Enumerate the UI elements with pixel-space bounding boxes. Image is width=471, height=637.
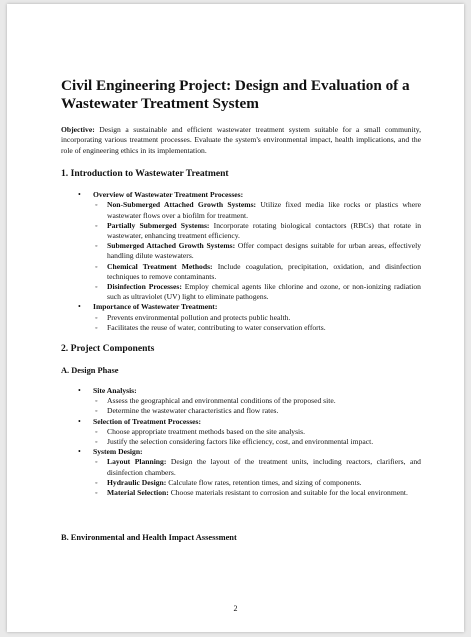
section-1-list [61,190,421,333]
objective-paragraph [61,125,421,156]
sub-item-text: Calculate flow rates, retention times, and sizing of components. [168,477,362,487]
hollow-bullet-icon: ◦ [95,313,98,322]
sub-item-label: Hydraulic Design: [107,477,167,487]
sub-list [93,396,421,416]
sub-item-label: Disinfection Processes: [107,282,182,292]
sub-item-text: Choose appropriate treatment methods based on the site analysis. [107,426,306,436]
sub-list-item [93,488,421,498]
page-content [61,77,421,553]
section-1-heading: 1. Introduction to Wastewater Treatment [61,168,229,180]
sub-list-item [93,313,421,323]
sub-list-item [93,282,421,302]
hollow-bullet-icon: ◦ [95,201,98,210]
sub-item-text: Determine the wastewater characteristics and flow rates. [107,406,279,416]
sub-list-item [93,427,421,437]
hollow-bullet-icon: ◦ [95,438,98,447]
sub-list-item [93,396,421,406]
sub-item-text: Choose materials resistant to corrosion and suitable for the local environment. [170,488,408,498]
sub-list-item [93,200,421,220]
list-item-label: Importance of Wastewater Treatment: [93,302,218,312]
sub-item-text: Assess the geographical and environmental conditions of the proposed site. [107,396,336,406]
sub-item-label: Submerged Attached Growth Systems: [107,241,236,251]
page-number: 2 [233,604,238,613]
sub-list-item [93,406,421,416]
hollow-bullet-icon: ◦ [95,283,98,292]
sub-item-text: Facilitates the reuse of water, contributing to water conservation efforts. [107,322,326,332]
list-item-label: System Design: [93,447,143,457]
sub-list-item [93,437,421,447]
sub-list [93,457,421,498]
list-item [61,447,421,498]
sub-list-item [93,457,421,477]
list-item [61,386,421,417]
list-item [61,190,421,302]
sub-list [93,200,421,302]
objective-label: Objective: [61,125,95,134]
subsection-a-heading: A. Design Phase [61,366,119,376]
sub-item-text: Utilize fixed media like rocks or plastics where wastewater flows over a biofilm for treatment. [107,200,421,220]
hollow-bullet-icon: ◦ [95,221,98,230]
list-item-label: Selection of Treatment Processes: [93,416,202,426]
sub-list-item [93,262,421,282]
list-item-label: Overview of Wastewater Treatment Processes: [93,190,244,200]
section-2-heading: 2. Project Components [61,343,155,355]
sub-list-item [93,221,421,241]
sub-item-label: Layout Planning: [107,457,167,467]
bullet-icon: • [78,302,81,312]
sub-item-text: Include coagulation, precipitation, oxidation, and disinfection techniques to remove contaminants. [107,261,422,281]
sub-item-text: Employ chemical agents like chlorine and ozone, or non-ionizing radiation such as ultraviolet (UV) light to eliminate pathogens. [107,282,421,302]
sub-item-text: Design the layout of the treatment units, including reactors, clarifiers, and disinfection chambers. [107,457,421,477]
hollow-bullet-icon: ◦ [95,262,98,271]
bullet-icon: • [78,416,81,426]
list-item [61,302,421,333]
sub-list-item [93,478,421,488]
sub-item-text: Prevents environmental pollution and protects public health. [107,312,291,322]
list-item [61,417,421,448]
hollow-bullet-icon: ◦ [95,397,98,406]
hollow-bullet-icon: ◦ [95,489,98,498]
subsection-a-list [61,386,421,498]
hollow-bullet-icon: ◦ [95,323,98,332]
list-item-label: Site Analysis: [93,386,137,396]
hollow-bullet-icon: ◦ [95,427,98,436]
sub-item-label: Chemical Treatment Methods: [107,261,213,271]
sub-list [93,313,421,333]
spacer [61,508,421,532]
sub-list [93,427,421,447]
sub-item-label: Partially Submerged Systems: [107,220,210,230]
hollow-bullet-icon: ◦ [95,407,98,416]
hollow-bullet-icon: ◦ [95,458,98,467]
subsection-b-heading: B. Environmental and Health Impact Assessment [61,533,237,543]
sub-item-label: Material Selection: [107,488,169,498]
sub-item-text: Justify the selection considering factors like efficiency, cost, and environmental impact. [107,437,374,447]
bullet-icon: • [78,386,81,396]
hollow-bullet-icon: ◦ [95,242,98,251]
sub-item-label: Non-Submerged Attached Growth Systems: [107,200,257,210]
objective-text: Design a sustainable and efficient wastewater treatment system suitable for a small community, incorporating various treatment processes. Evaluate the system's environmental impact, health implications, and the role of engineering ethics in its implementation. [61,125,421,155]
sub-item-text: Incorporate rotating biological contactors (RBCs) that rotate in wastewater, enhancing treatment efficiency. [107,220,422,241]
document-page [7,4,464,632]
bullet-icon: • [78,447,81,457]
page-title: Civil Engineering Project: Design and Evaluation of a Wastewater Treatment System [61,77,410,112]
bullet-icon: • [78,190,81,200]
sub-list-item [93,323,421,333]
sub-list-item [93,241,421,261]
hollow-bullet-icon: ◦ [95,478,98,487]
sub-item-text: Offer compact designs suitable for urban areas, effectively handling dilute wastewaters. [107,241,421,261]
